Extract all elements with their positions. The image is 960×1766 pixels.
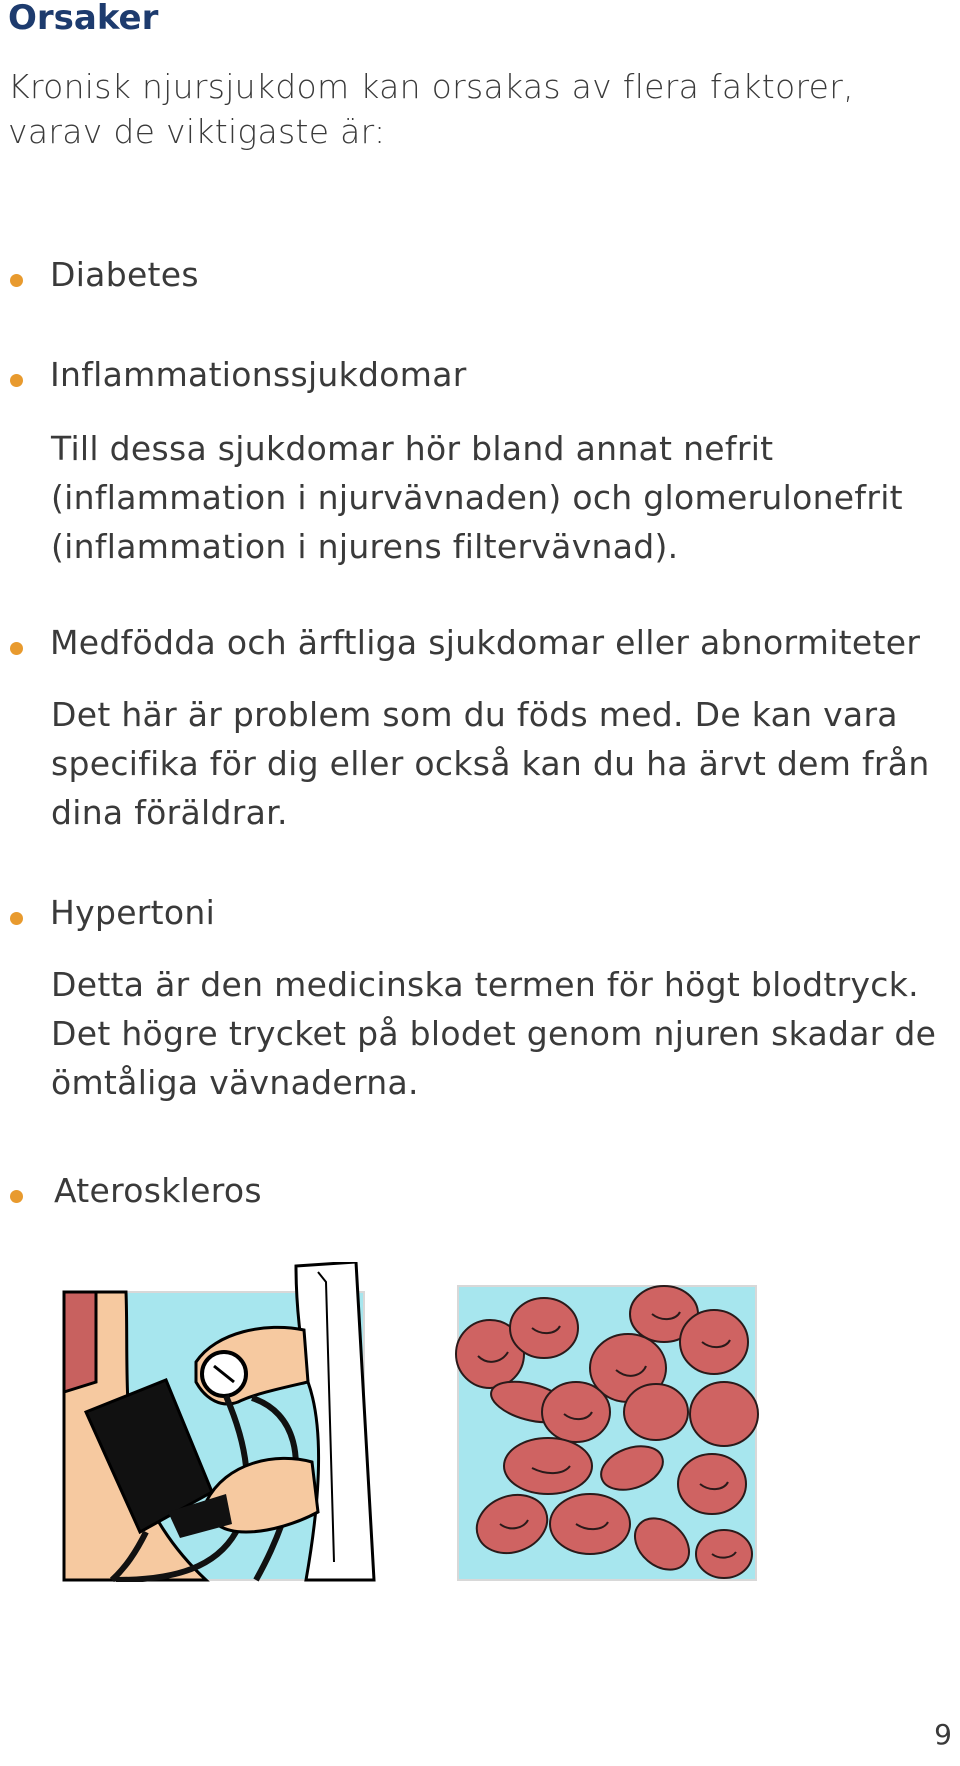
list-item-title: Diabetes bbox=[50, 255, 199, 294]
list-item-title: Medfödda och ärftliga sjukdomar eller abnormiteter bbox=[50, 623, 921, 662]
bullet-icon bbox=[10, 1190, 23, 1203]
intro-paragraph: Kronisk njursjukdom kan orsakas av flera faktorer, varav de viktigaste är: bbox=[8, 67, 854, 151]
section-heading: Orsaker bbox=[8, 0, 159, 38]
red-blood-cells-illustration bbox=[452, 1262, 772, 1582]
list-item-title: Ateroskleros bbox=[54, 1171, 262, 1210]
page-number: 9 bbox=[934, 1718, 952, 1751]
bullet-icon bbox=[10, 642, 23, 655]
list-item-description: Det här är problem som du föds med. De kan vara specifika för dig eller också kan du ha ärvt dem från dina föräldrar. bbox=[51, 695, 930, 832]
list-item-title: Hypertoni bbox=[50, 893, 216, 932]
bullet-icon bbox=[10, 274, 23, 287]
bullet-icon bbox=[10, 912, 23, 925]
list-item-description: Till dessa sjukdomar hör bland annat nefrit (inflammation i njurvävnaden) och glomerulonefrit (inflammation i njurens filtervävnad). bbox=[51, 429, 903, 566]
list-item-title: Inflammationssjukdomar bbox=[50, 355, 467, 394]
bullet-icon bbox=[10, 374, 23, 387]
blood-pressure-measurement-illustration bbox=[56, 1262, 376, 1582]
list-item-description: Detta är den medicinska termen för högt blodtryck. Det högre trycket på blodet genom njuren skadar de ömtåliga vävnaderna. bbox=[51, 965, 937, 1102]
